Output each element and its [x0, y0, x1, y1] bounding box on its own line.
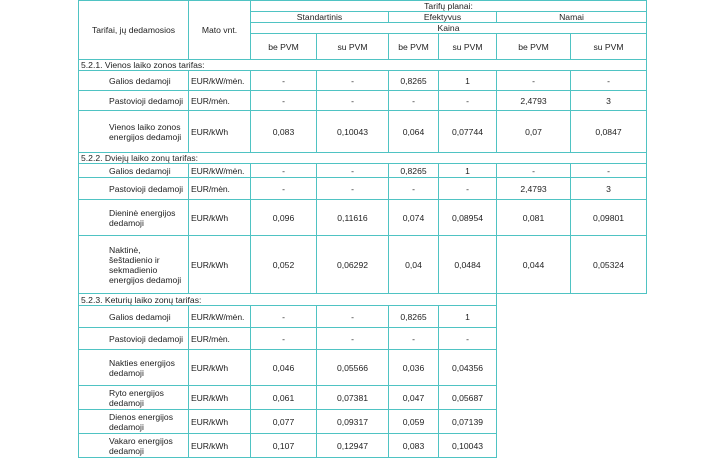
price-cell: 0,8265: [389, 71, 439, 91]
su-pvm-header: su PVM: [317, 34, 389, 60]
price-cell: 0,081: [497, 200, 571, 236]
row-name: Vakaro energijos dedamoji: [79, 434, 189, 458]
table-row: [79, 111, 647, 153]
price-cell: 0,04356: [439, 350, 497, 386]
price-cell: 2,4793: [497, 178, 571, 200]
price-cell: 2,4793: [497, 91, 571, 111]
table-row: [79, 236, 647, 294]
empty-cell: [497, 350, 647, 386]
price-cell: 0,0847: [571, 111, 647, 153]
be-pvm-header: be PVM: [389, 34, 439, 60]
plans-header: Tarifų planai:: [251, 1, 647, 12]
price-cell: -: [317, 328, 389, 350]
row-name: Ryto energijos dedamoji: [79, 386, 189, 410]
price-cell: 0,06292: [317, 236, 389, 294]
empty-cell: [497, 306, 647, 328]
row-unit: EUR/mėn.: [189, 328, 251, 350]
price-cell: 0,044: [497, 236, 571, 294]
price-cell: -: [251, 328, 317, 350]
price-cell: -: [251, 71, 317, 91]
price-cell: -: [439, 178, 497, 200]
price-cell: -: [251, 164, 317, 178]
table-row: [79, 306, 647, 328]
row-name: Galios dedamoji: [79, 164, 189, 178]
table-row: [79, 71, 647, 91]
price-cell: 0,09317: [317, 410, 389, 434]
row-name: Galios dedamoji: [79, 71, 189, 91]
row-name: Pastovioji dedamoji: [79, 178, 189, 200]
price-cell: 0,8265: [389, 306, 439, 328]
price-cell: -: [317, 164, 389, 178]
price-cell: 0,12947: [317, 434, 389, 458]
price-cell: 0,07139: [439, 410, 497, 434]
row-unit: EUR/kW/mėn.: [189, 164, 251, 178]
price-cell: 0,10043: [439, 434, 497, 458]
price-cell: 0,09801: [571, 200, 647, 236]
row-unit: EUR/kWh: [189, 111, 251, 153]
price-cell: 0,046: [251, 350, 317, 386]
plan-header-standartinis: Standartinis: [251, 12, 389, 23]
price-cell: 0,08954: [439, 200, 497, 236]
price-cell: -: [439, 91, 497, 111]
price-cell: 0,07: [497, 111, 571, 153]
price-cell: 0,11616: [317, 200, 389, 236]
tariff-table: [78, 0, 647, 458]
su-pvm-header: su PVM: [571, 34, 647, 60]
table-row: [79, 200, 647, 236]
section-title: 5.2.1. Vienos laiko zonos tarifas:: [79, 60, 647, 71]
plan-header-namai: Namai: [497, 12, 647, 23]
col-header-unit: Mato vnt.: [189, 1, 251, 60]
price-cell: -: [251, 306, 317, 328]
price-cell: 0,04: [389, 236, 439, 294]
row-name: Pastovioji dedamoji: [79, 91, 189, 111]
price-cell: 1: [439, 306, 497, 328]
section-title: 5.2.3. Keturių laiko zonų tarifas:: [79, 294, 497, 306]
row-name: Galios dedamoji: [79, 306, 189, 328]
price-cell: 0,083: [389, 434, 439, 458]
empty-cell: [497, 410, 647, 434]
price-cell: 0,064: [389, 111, 439, 153]
row-name: Pastovioji dedamoji: [79, 328, 189, 350]
price-cell: 0,036: [389, 350, 439, 386]
su-pvm-header: su PVM: [439, 34, 497, 60]
price-cell: -: [497, 164, 571, 178]
price-cell: 0,083: [251, 111, 317, 153]
price-cell: 0,074: [389, 200, 439, 236]
table-row: [79, 350, 647, 386]
price-cell: 0,8265: [389, 164, 439, 178]
price-cell: 0,05566: [317, 350, 389, 386]
row-unit: EUR/kWh: [189, 434, 251, 458]
table-row: [79, 164, 647, 178]
row-unit: EUR/mėn.: [189, 178, 251, 200]
row-name: Dienos energijos dedamoji: [79, 410, 189, 434]
price-cell: -: [571, 164, 647, 178]
table-row: [79, 178, 647, 200]
row-unit: EUR/kWh: [189, 350, 251, 386]
price-cell: 0,096: [251, 200, 317, 236]
price-cell: 0,077: [251, 410, 317, 434]
price-cell: 1: [439, 71, 497, 91]
row-unit: EUR/kWh: [189, 410, 251, 434]
price-cell: 0,07381: [317, 386, 389, 410]
price-cell: -: [497, 71, 571, 91]
price-cell: 0,047: [389, 386, 439, 410]
row-unit: EUR/kWh: [189, 236, 251, 294]
price-cell: 0,107: [251, 434, 317, 458]
empty-cell: [497, 386, 647, 410]
row-name: Nakties energijos dedamoji: [79, 350, 189, 386]
table-row: [79, 91, 647, 111]
price-cell: 0,059: [389, 410, 439, 434]
empty-cell: [497, 328, 647, 350]
table-row: [79, 328, 647, 350]
table-row: [79, 386, 647, 410]
price-cell: 3: [571, 178, 647, 200]
row-unit: EUR/kWh: [189, 200, 251, 236]
price-cell: -: [389, 178, 439, 200]
price-cell: -: [317, 71, 389, 91]
table-body: [79, 60, 647, 458]
price-cell: -: [571, 71, 647, 91]
row-unit: EUR/mėn.: [189, 91, 251, 111]
price-cell: 0,0484: [439, 236, 497, 294]
be-pvm-header: be PVM: [497, 34, 571, 60]
price-cell: -: [317, 178, 389, 200]
price-cell: -: [317, 91, 389, 111]
row-name: Dieninė energijos dedamoji: [79, 200, 189, 236]
price-cell: -: [317, 306, 389, 328]
price-cell: -: [251, 91, 317, 111]
price-cell: -: [389, 328, 439, 350]
price-cell: 0,10043: [317, 111, 389, 153]
table-row: [79, 434, 647, 458]
row-unit: EUR/kW/mėn.: [189, 306, 251, 328]
row-unit: EUR/kWh: [189, 386, 251, 410]
row-unit: EUR/kW/mėn.: [189, 71, 251, 91]
price-cell: 3: [571, 91, 647, 111]
empty-cell: [497, 434, 647, 458]
price-header: Kaina: [251, 23, 647, 34]
price-cell: 0,07744: [439, 111, 497, 153]
price-cell: 0,061: [251, 386, 317, 410]
be-pvm-header: be PVM: [251, 34, 317, 60]
plan-header-efektyvus: Efektyvus: [389, 12, 497, 23]
col-header-tariff: Tarifai, jų dedamosios: [79, 1, 189, 60]
price-cell: -: [439, 328, 497, 350]
price-cell: 0,05687: [439, 386, 497, 410]
price-cell: 0,052: [251, 236, 317, 294]
price-cell: 0,05324: [571, 236, 647, 294]
price-cell: 1: [439, 164, 497, 178]
price-cell: -: [389, 91, 439, 111]
price-cell: -: [251, 178, 317, 200]
table-row: [79, 410, 647, 434]
empty-cell: [497, 294, 647, 306]
row-name: Vienos laiko zonos energijos dedamoji: [79, 111, 189, 153]
section-title: 5.2.2. Dviejų laiko zonų tarifas:: [79, 153, 647, 164]
row-name: Naktinė, šeštadienio ir sekmadienio energijos dedamoji: [79, 236, 189, 294]
